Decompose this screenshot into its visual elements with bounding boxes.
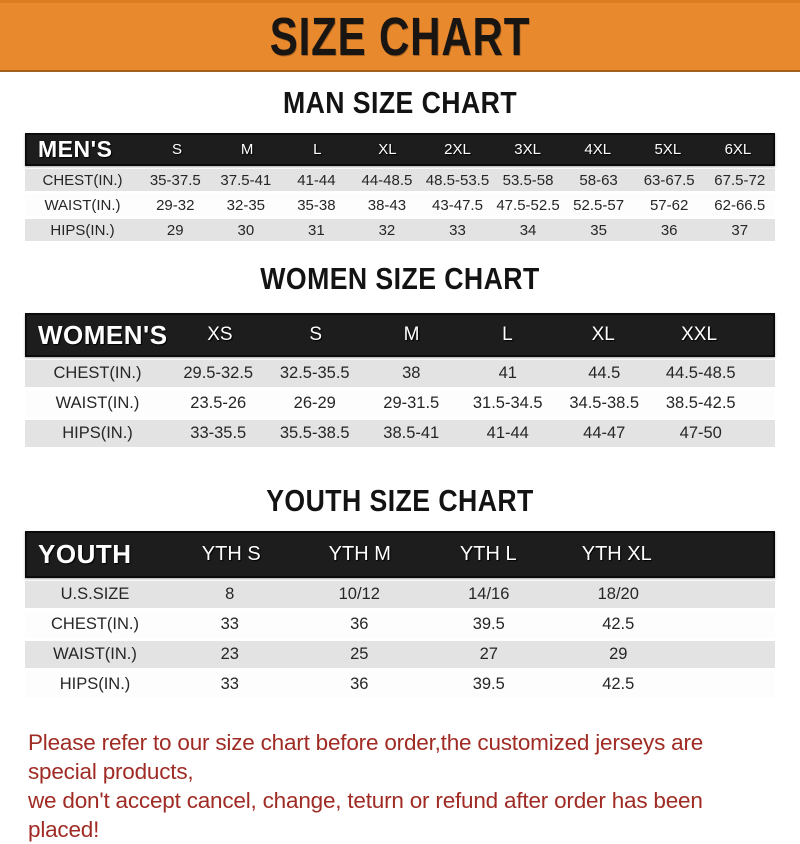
youth-row-spacer <box>683 611 775 638</box>
men-value-cell: 32-35 <box>226 196 266 214</box>
youth-section <box>0 485 800 701</box>
women-value-cell: 34.5-38.5 <box>569 394 640 412</box>
men-value-cell: 38-43 <box>367 196 407 214</box>
men-row-label: HIPS(IN.) <box>50 221 115 239</box>
women-value-cell: 33-35.5 <box>190 424 247 442</box>
men-row-label: CHEST(IN.) <box>42 171 123 189</box>
youth-row-label: CHEST(IN.) <box>51 615 139 633</box>
youth-value-cell: 39.5 <box>472 675 505 693</box>
banner <box>0 0 800 72</box>
men-value-cell: 62-66.5 <box>714 196 766 214</box>
men-section <box>0 87 800 244</box>
men-value-cell: 37.5-41 <box>220 171 272 189</box>
youth-row-spacer <box>683 581 775 608</box>
youth-value-cell: 29 <box>609 645 628 663</box>
youth-value-cell: 39.5 <box>472 615 505 633</box>
men-column-header: 4XL <box>584 141 612 158</box>
men-value-cell: 34 <box>519 221 537 239</box>
men-column-header: 6XL <box>724 141 752 158</box>
youth-section-title: YOUTH SIZE CHART <box>266 483 534 518</box>
men-value-cell: 32 <box>378 221 396 239</box>
women-value-cell: 47-50 <box>679 424 722 442</box>
men-value-cell: 37 <box>731 221 749 239</box>
youth-value-cell: 36 <box>350 615 369 633</box>
women-value-cell: 44-47 <box>583 424 626 442</box>
men-row-label: WAIST(IN.) <box>44 196 121 214</box>
women-value-cell: 41 <box>498 364 517 382</box>
men-value-cell: 58-63 <box>579 171 618 189</box>
men-value-cell: 63-67.5 <box>643 171 695 189</box>
women-table <box>25 313 775 450</box>
youth-value-cell: 25 <box>350 645 369 663</box>
banner-title: SIZE CHART <box>269 6 531 67</box>
youth-row-label: U.S.SIZE <box>60 585 130 603</box>
men-value-cell: 29 <box>166 221 184 239</box>
size-chart-sections <box>0 87 800 701</box>
women-value-cell: 26-29 <box>293 394 336 412</box>
youth-value-cell: 10/12 <box>338 585 380 603</box>
men-value-cell: 31 <box>308 221 325 239</box>
women-row-spacer <box>749 390 775 417</box>
youth-value-cell: 8 <box>225 585 235 603</box>
youth-value-cell: 33 <box>220 615 239 633</box>
youth-rows <box>25 581 775 701</box>
youth-column-header: YTH M <box>328 543 391 565</box>
youth-table <box>25 531 775 701</box>
women-section <box>0 263 800 450</box>
women-value-cell: 35.5-38.5 <box>279 424 350 442</box>
women-section-title: WOMEN SIZE CHART <box>260 261 540 296</box>
men-value-cell: 53.5-58 <box>502 171 554 189</box>
youth-header-label: YOUTH <box>38 539 132 569</box>
youth-value-cell: 14/16 <box>468 585 510 603</box>
women-rows <box>25 360 775 450</box>
women-row-spacer <box>749 420 775 447</box>
youth-row-label: HIPS(IN.) <box>59 675 131 693</box>
women-header-spacer <box>747 315 773 355</box>
men-value-cell: 57-62 <box>649 196 689 214</box>
men-value-cell: 29-32 <box>156 196 195 214</box>
women-value-cell: 41-44 <box>486 424 529 442</box>
youth-value-cell: 42.5 <box>602 675 635 693</box>
youth-value-cell: 33 <box>220 675 239 693</box>
women-value-cell: 38.5-41 <box>383 424 440 442</box>
women-value-cell: 44.5-48.5 <box>665 364 736 382</box>
women-row <box>25 420 775 450</box>
youth-row <box>25 611 775 641</box>
women-column-header: L <box>502 324 513 345</box>
youth-row-spacer <box>683 671 775 698</box>
footer-note <box>28 728 772 844</box>
youth-value-cell: 36 <box>350 675 369 693</box>
men-rows <box>25 169 775 244</box>
men-header-row <box>25 133 775 166</box>
youth-header-spacer <box>681 533 773 576</box>
women-row-label: WAIST(IN.) <box>55 394 140 412</box>
women-row <box>25 360 775 390</box>
youth-value-cell: 23 <box>220 645 239 663</box>
youth-column-header: YTH XL <box>581 543 652 565</box>
women-column-header: XS <box>207 324 233 345</box>
men-column-header: 3XL <box>514 141 541 158</box>
men-column-header: XL <box>378 141 397 158</box>
men-value-cell: 47.5-52.5 <box>496 196 560 214</box>
women-header-row <box>25 313 775 357</box>
footer-note-line-1: Please refer to our size chart before order,the customized jerseys are special products, <box>28 730 704 784</box>
women-column-header: XL <box>591 324 615 345</box>
women-column-header: S <box>309 324 323 345</box>
men-column-header: S <box>172 141 183 158</box>
men-header-label: MEN'S <box>38 136 113 162</box>
men-row <box>25 194 775 219</box>
women-value-cell: 44.5 <box>588 364 621 382</box>
men-row <box>25 219 775 244</box>
men-column-header: M <box>240 141 254 158</box>
men-row <box>25 169 775 194</box>
women-value-cell: 31.5-34.5 <box>472 394 543 412</box>
youth-value-cell: 18/20 <box>597 585 639 603</box>
men-value-cell: 41-44 <box>297 171 336 189</box>
men-value-cell: 33 <box>449 221 466 239</box>
men-value-cell: 44-48.5 <box>361 171 413 189</box>
youth-value-cell: 42.5 <box>602 615 635 633</box>
men-value-cell: 35-37.5 <box>149 171 201 189</box>
men-column-header: 2XL <box>444 141 471 158</box>
women-value-cell: 29.5-32.5 <box>183 364 254 382</box>
women-column-header: XXL <box>681 324 718 345</box>
men-column-header: L <box>313 141 322 158</box>
men-value-cell: 48.5-53.5 <box>425 171 490 189</box>
youth-row <box>25 581 775 611</box>
women-value-cell: 38.5-42.5 <box>665 394 736 412</box>
youth-row-label: WAIST(IN.) <box>53 645 137 663</box>
women-row <box>25 390 775 420</box>
men-value-cell: 52.5-57 <box>573 196 625 214</box>
youth-row <box>25 641 775 671</box>
women-row-spacer <box>749 360 775 387</box>
youth-row-spacer <box>683 641 775 668</box>
footer-note-line-2: we don't accept cancel, change, teturn or refund after order has been placed! <box>28 788 703 842</box>
women-row-label: HIPS(IN.) <box>62 424 133 442</box>
women-value-cell: 38 <box>402 364 421 382</box>
men-value-cell: 35 <box>590 221 607 239</box>
youth-row <box>25 671 775 701</box>
youth-column-header: YTH L <box>459 543 517 565</box>
men-section-title: MAN SIZE CHART <box>282 85 518 120</box>
men-table <box>25 133 775 244</box>
men-value-cell: 43-47.5 <box>432 196 483 214</box>
women-value-cell: 29-31.5 <box>383 394 440 412</box>
men-value-cell: 36 <box>660 221 678 239</box>
women-row-label: CHEST(IN.) <box>53 364 142 382</box>
women-column-header: M <box>403 324 420 345</box>
youth-column-header: YTH S <box>201 543 261 565</box>
youth-value-cell: 27 <box>479 645 498 663</box>
men-value-cell: 67.5-72 <box>714 171 766 189</box>
men-column-header: 5XL <box>654 141 682 158</box>
men-value-cell: 30 <box>237 221 255 239</box>
men-value-cell: 35-38 <box>297 196 336 214</box>
women-value-cell: 32.5-35.5 <box>279 364 350 382</box>
youth-header-row <box>25 531 775 578</box>
women-header-label: WOMEN'S <box>38 319 168 350</box>
women-value-cell: 23.5-26 <box>190 394 247 412</box>
